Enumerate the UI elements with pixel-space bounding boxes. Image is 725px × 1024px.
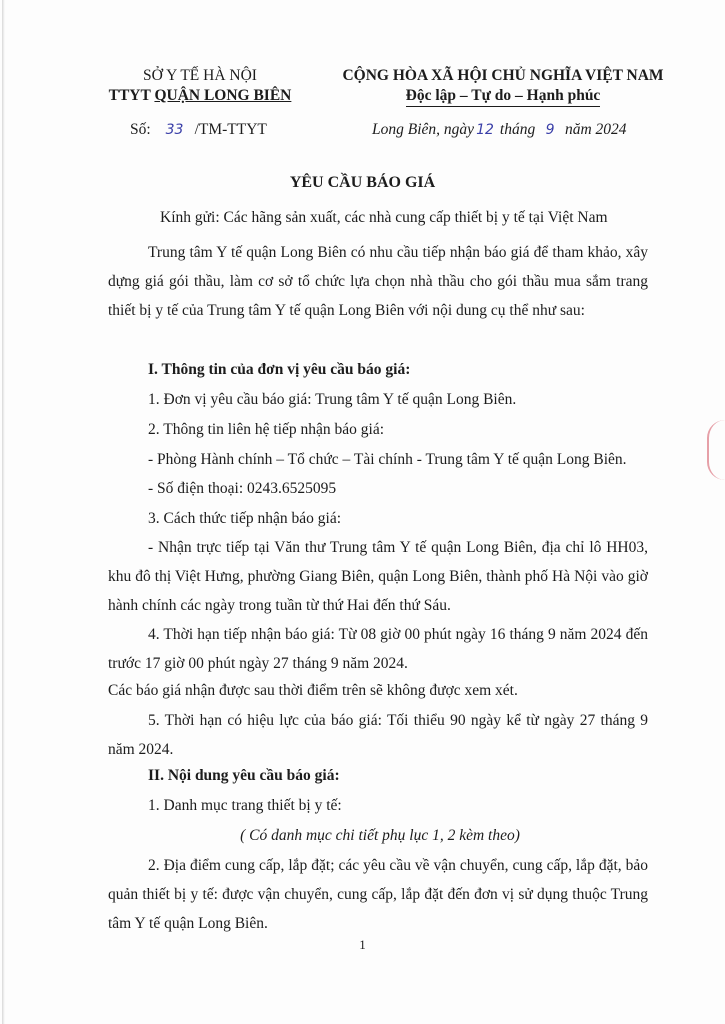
date-day-handwritten: 12 <box>476 122 494 138</box>
doc-no-label: Số: <box>130 121 151 138</box>
greeting: Kính gửi: Các hãng sản xuất, các nhà cung cấp thiết bị y tế tại Việt Nam <box>160 209 608 226</box>
section-1-item-4-note: Các báo giá nhận được sau thời điểm trên sẽ không được xem xét. <box>108 682 518 699</box>
document-number <box>130 121 267 139</box>
unit-prefix: TTYT <box>108 87 155 104</box>
date-month-label: tháng <box>499 121 536 138</box>
date-place: Long Biên, ngày <box>372 121 475 138</box>
unit-name <box>84 87 316 105</box>
unit-name-underlined: QUẬN LONG BIÊN <box>154 87 292 104</box>
intro-paragraph: Trung tâm Y tế quận Long Biên có nhu cầu tiếp nhận báo giá để tham khảo, xây dựng giá gói thầu, làm cơ sở tổ chức lựa chọn nhà thầu cho gói thầu mua sắm trang thiết bị y tế của Trung tâm Y tế quận Long Biên với nội dung cụ thể như sau: <box>108 244 648 319</box>
stamp-edge-mark <box>707 420 725 480</box>
section-1-item-3: 3. Cách thức tiếp nhận báo giá: <box>148 510 342 527</box>
date-year: năm 2024 <box>564 121 627 138</box>
doc-no-handwritten: 33 <box>165 122 184 138</box>
document-title: YÊU CẦU BÁO GIÁ <box>289 174 436 191</box>
motto <box>330 87 676 105</box>
nation-title: CỘNG HÒA XÃ HỘI CHỦ NGHĨA VIỆT NAM <box>342 67 664 84</box>
section-1-item-2-dept: - Phòng Hành chính – Tổ chức – Tài chính - Trung tâm Y tế quận Long Biên. <box>148 451 627 468</box>
page-edge-shadow <box>2 0 5 1024</box>
doc-no-suffix: /TM-TTYT <box>194 121 267 138</box>
section-2-heading: II. Nội dung yêu cầu báo giá: <box>148 767 340 784</box>
section-2-item-1: 1. Danh mục trang thiết bị y tế: <box>148 797 342 814</box>
section-1-item-1: 1. Đơn vị yêu cầu báo giá: Trung tâm Y tế quận Long Biên. <box>148 391 517 408</box>
department-name: SỞ Y TẾ HÀ NỘI <box>143 67 257 84</box>
page-number: 1 <box>359 937 366 952</box>
section-1-item-5: 5. Thời hạn có hiệu lực của báo giá: Tối thiểu 90 ngày kể từ ngày 27 tháng 9 năm 2024. <box>108 712 648 758</box>
motto-text: Độc lập – Tự do – Hạnh phúc <box>406 87 601 107</box>
section-2-item-2: 2. Địa điểm cung cấp, lắp đặt; các yêu cầu về vận chuyển, cung cấp, lắp đặt, bảo quản thiết bị y tế: được vận chuyển, cung cấp, lắp đặt đến đơn vị sử dụng thuộc Trung tâm Y tế quận Long Biên. <box>108 857 648 932</box>
date-month-handwritten: 9 <box>545 122 555 138</box>
section-1-item-2-phone: - Số điện thoại: 0243.6525095 <box>148 480 337 497</box>
section-1-heading: I. Thông tin của đơn vị yêu cầu báo giá: <box>148 361 411 378</box>
section-1-item-2: 2. Thông tin liên hệ tiếp nhận báo giá: <box>148 421 385 438</box>
document-date <box>372 121 627 139</box>
section-2-item-1-note: ( Có danh mục chi tiết phụ lục 1, 2 kèm theo) <box>240 827 520 844</box>
section-1-item-4: 4. Thời hạn tiếp nhận báo giá: Từ 08 giờ 00 phút ngày 16 tháng 9 năm 2024 đến trước 17 giờ 00 phút ngày 27 tháng 9 năm 2024. <box>108 626 648 672</box>
section-1-item-3-detail: - Nhận trực tiếp tại Văn thư Trung tâm Y tế quận Long Biên, địa chỉ lô HH03, khu đô thị Việt Hưng, phường Giang Biên, quận Long Biên, thành phố Hà Nội vào giờ hành chính các ngày trong tuần từ thứ Hai đến thứ Sáu. <box>108 539 648 614</box>
